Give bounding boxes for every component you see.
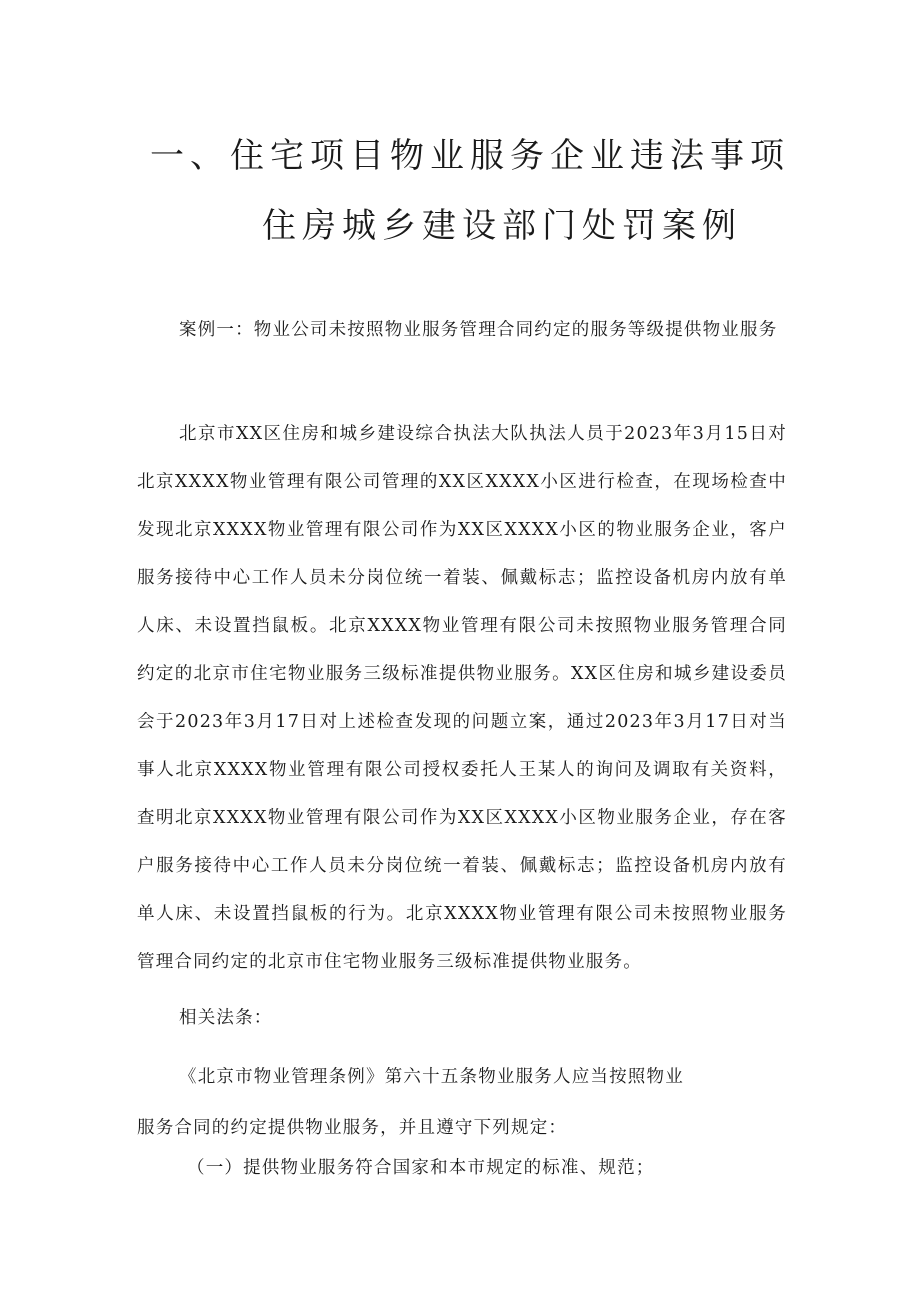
title-line-1: 一、住宅项目物业服务企业违法事项 bbox=[150, 136, 790, 176]
case-heading: 案例一：物业公司未按照物业服务管理合同约定的服务等级提供物业服务 bbox=[179, 320, 778, 340]
law-heading: 相关法条： bbox=[179, 1008, 273, 1028]
case-description-paragraph: 北京市XX区住房和城乡建设综合执法大队执法人员于2023年3月15日对北京XXXX物业管理有限公司管理的XX区XXXX小区进行检查，在现场检查中发现北京XXXX物业管理有限公司作为XX区XXXX小区的物业服务企业，客户服务接待中心工作人员未分岗位统一着装、佩戴标志；监控设备机房内放有单人床、未设置挡鼠板。北京XXXX物业管理有限公司未按照物业服务管理合同约定的北京市住宅物业服务三级标准提供物业服务。XX区住房和城乡建设委员会于2023年3月17日对上述检查发现的问题立案，通过2023年3月17日对当事人北京XXXX物业管理有限公司授权委托人王某人的询问及调取有关资料，查明北京XXXX物业管理有限公司作为XX区XXXX小区物业服务企业，存在客户服务接待中心工作人员未分岗位统一着装、佩戴标志；监控设备机房内放有单人床、未设置挡鼠板的行为。北京XXXX物业管理有限公司未按照物业服务管理合同约定的北京市住宅物业服务三级标准提供物业服务。 bbox=[137, 424, 787, 972]
law-item-1: （一）提供物业服务符合国家和本市规定的标准、规范； bbox=[187, 1158, 655, 1178]
title-line-2: 住房城乡建设部门处罚案例 bbox=[262, 206, 742, 246]
law-citation-line-2: 服务合同的约定提供物业服务，并且遵守下列规定： bbox=[137, 1118, 568, 1138]
law-citation-line-1: 《北京市物业管理条例》第六十五条物业服务人应当按照物业 bbox=[179, 1067, 684, 1087]
